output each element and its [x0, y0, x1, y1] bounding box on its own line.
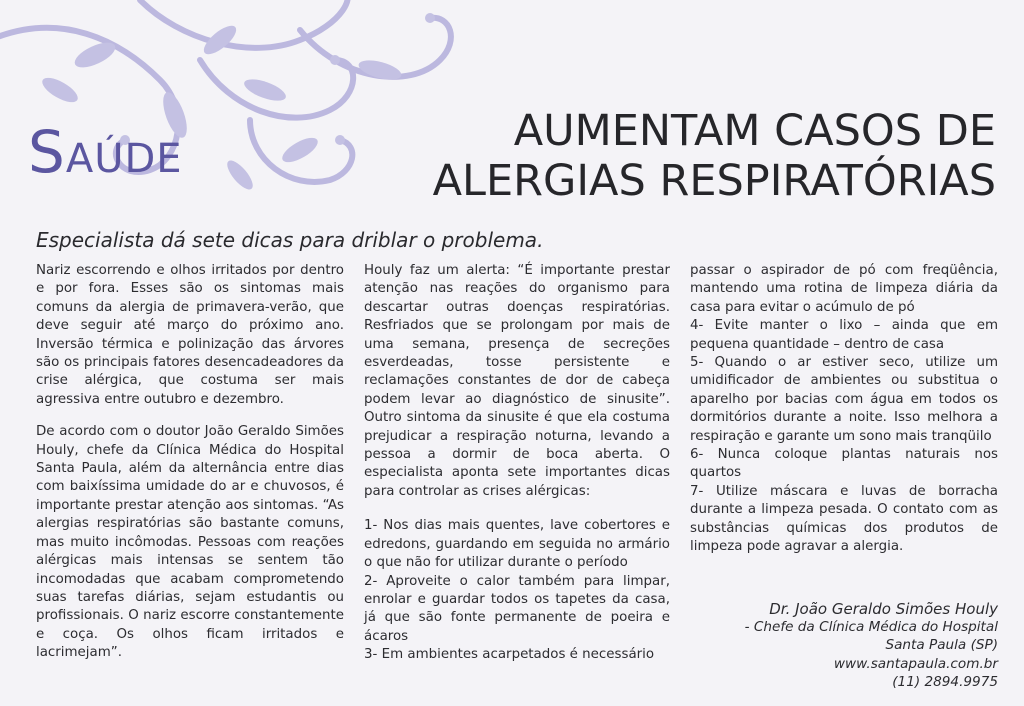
tip-item: 5- Quando o ar estiver seco, utilize um umidificador de ambientes ou substitua o aparelho por bacias com água em todos os dormitórios durante a noite. Isso melhora a respiração e garante um sono mais tranqüilo: [690, 355, 998, 444]
tip-item: 3- Em ambientes acarpetados é necessário: [364, 647, 655, 663]
doctor-name: Dr. João Geraldo Simões Houly: [769, 600, 998, 618]
title-line-2: ALERGIAS RESPIRATÓRIAS: [432, 156, 996, 206]
article-subtitle: Especialista dá sete dicas para driblar o problema.: [36, 228, 544, 252]
tip-item: 7- Utilize máscara e luvas de borracha durante a limpeza pesada. O contato com as substâncias químicas dos produtos de limpeza pode agravar a alergia.: [690, 483, 998, 555]
tip-item: 6- Nunca coloque plantas naturais nos quartos: [690, 447, 998, 481]
tip-item: 1- Nos dias mais quentes, lave cobertores e edredons, guardando em seguida no armário o que não for utilizar durante o período: [364, 518, 670, 571]
website-link[interactable]: www.santapaula.com.br: [833, 655, 998, 672]
section-label: [28, 118, 183, 186]
column-2: [364, 262, 670, 665]
column-1: [36, 262, 344, 671]
tip-item: 4- Evite manter o lixo – ainda que em pequena quantidade – dentro de casa: [690, 318, 998, 352]
section-initial: S: [28, 118, 66, 186]
section-rest: AÚDE: [65, 136, 183, 182]
article-title: [433, 106, 996, 206]
column-3: [690, 262, 998, 557]
tip-item: 2- Aproveite o calor também para limpar, enrolar e guardar todos os tapetes da casa, já que são fonte permanente de poeira e ácaros: [364, 573, 670, 644]
paragraph: Houly faz um alerta: “É importante prestar atenção nas reações do organismo para descartar outras doenças respiratórias. Resfriados que se prolongam por mais de uma semana, presença de secreções esverdeadas, tosse persistente e reclamações constantes de dor de cabeça podem levar ao diagnóstico de sinusite”. Outro sintoma da sinusite é que ela costuma prejudicar a respiração noturna, levando a pessoa a dormir de boca aberta. O especialista aponta sete importantes dicas para controlar as crises alérgicas:: [364, 263, 670, 499]
paragraph: passar o aspirador de pó com freqüência, mantendo uma rotina de limpeza diária da casa para evitar o acúmulo de pó: [690, 263, 998, 315]
doctor-role: - Chefe da Clínica Médica do Hospital: [744, 619, 998, 636]
signature-block: [698, 600, 998, 691]
paragraph: Nariz escorrendo e olhos irritados por dentro e por fora. Esses são os sintomas mais comuns da alergia de primavera-verão, que deve seguir até março do próximo ano. Inversão térmica e polinização das árvores são os principais fatores desencadeadores da crise alérgica, que costuma ser mais agressiva entre outubro e dezembro.: [36, 263, 344, 407]
title-line-1: AUMENTAM CASOS DE: [513, 106, 996, 156]
hospital-name: Santa Paula (SP): [885, 637, 998, 654]
paragraph: De acordo com o doutor João Geraldo Simões Houly, chefe da Clínica Médica do Hospital Santa Paula, além da alternância entre dias com baixíssima umidade do ar e chuvosos, é importante prestar atenção aos sintomas. “As alergias respiratórias são bastante comuns, mas muito incômodas. Pessoas com reações alérgicas mais intensas se sentem tão incomodadas que acabam comprometendo suas tarefas diárias, sejam estudantis ou profissionais. O nariz escorre constantemente e coça. Os olhos ficam irritados e lacrimejam”.: [36, 424, 344, 661]
phone-number: (11) 2894.9975: [892, 673, 998, 690]
